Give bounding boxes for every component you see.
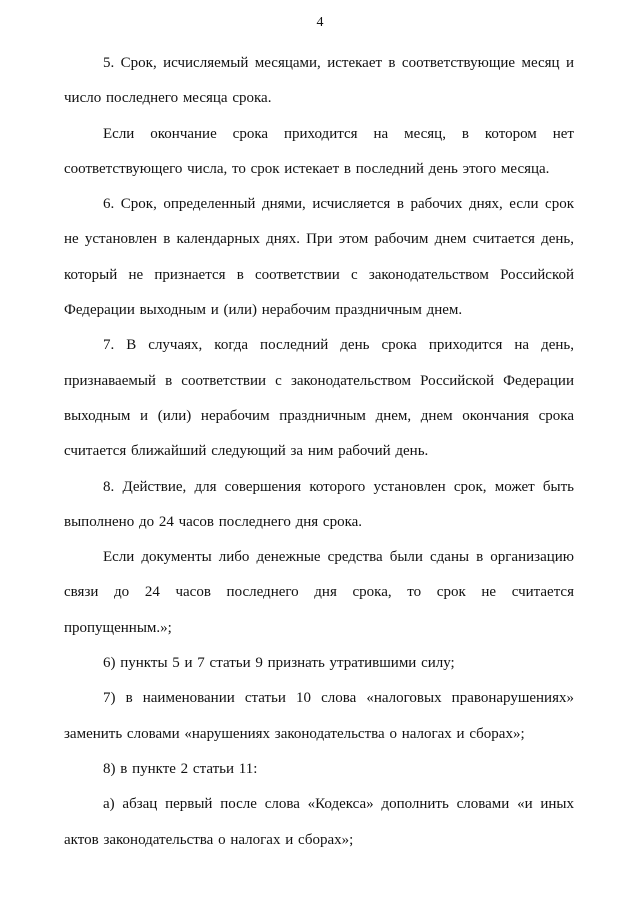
paragraph-mail-submission: Если документы либо денежные средства были сданы в организацию связи до 24 часов последнего дня срока, то срок не считается пропущенным.»; [64,549,574,636]
paragraph-item-6: 6) пункты 5 и 7 статьи 9 признать утратившими силу; [103,655,455,672]
paragraph-month-end: Если окончание срока приходится на месяц, в котором нет соответствующего числа, то срок истекает в последний день этого месяца. [64,125,574,177]
paragraph-item-8: 8) в пункте 2 статьи 11: [103,760,258,777]
paragraph-5-months: 5. Срок, исчисляемый месяцами, истекает в соответствующие месяц и число последнего месяца срока. [64,55,574,107]
paragraph-subitem-a: а) абзац первый после слова «Кодекса» дополнить словами «и иных актов законодательства о налогах и сборах»; [64,796,574,848]
document-body [64,46,574,858]
paragraph-6-days: 6. Срок, определенный днями, исчисляется в рабочих днях, если срок не установлен в календарных днях. При этом рабочим днем считается день, который не признается в соответствии с законодательством Российской Федерации выходным и (или) нерабочим праздничным днем. [64,196,574,319]
page-number: 4 [316,15,324,30]
paragraph-7-holidays: 7. В случаях, когда последний день срока приходится на день, признаваемый в соответствии с законодательством Российской Федерации выходным и (или) нерабочим праздничным днем, днем окончания срока считается ближайший следующий за ним рабочий день. [64,337,574,460]
paragraph-item-7: 7) в наименовании статьи 10 слова «налоговых правонарушениях» заменить словами «нарушениях законодательства о налогах и сборах»; [64,690,574,742]
paragraph-8-deadline: 8. Действие, для совершения которого установлен срок, может быть выполнено до 24 часов последнего дня срока. [64,478,574,530]
